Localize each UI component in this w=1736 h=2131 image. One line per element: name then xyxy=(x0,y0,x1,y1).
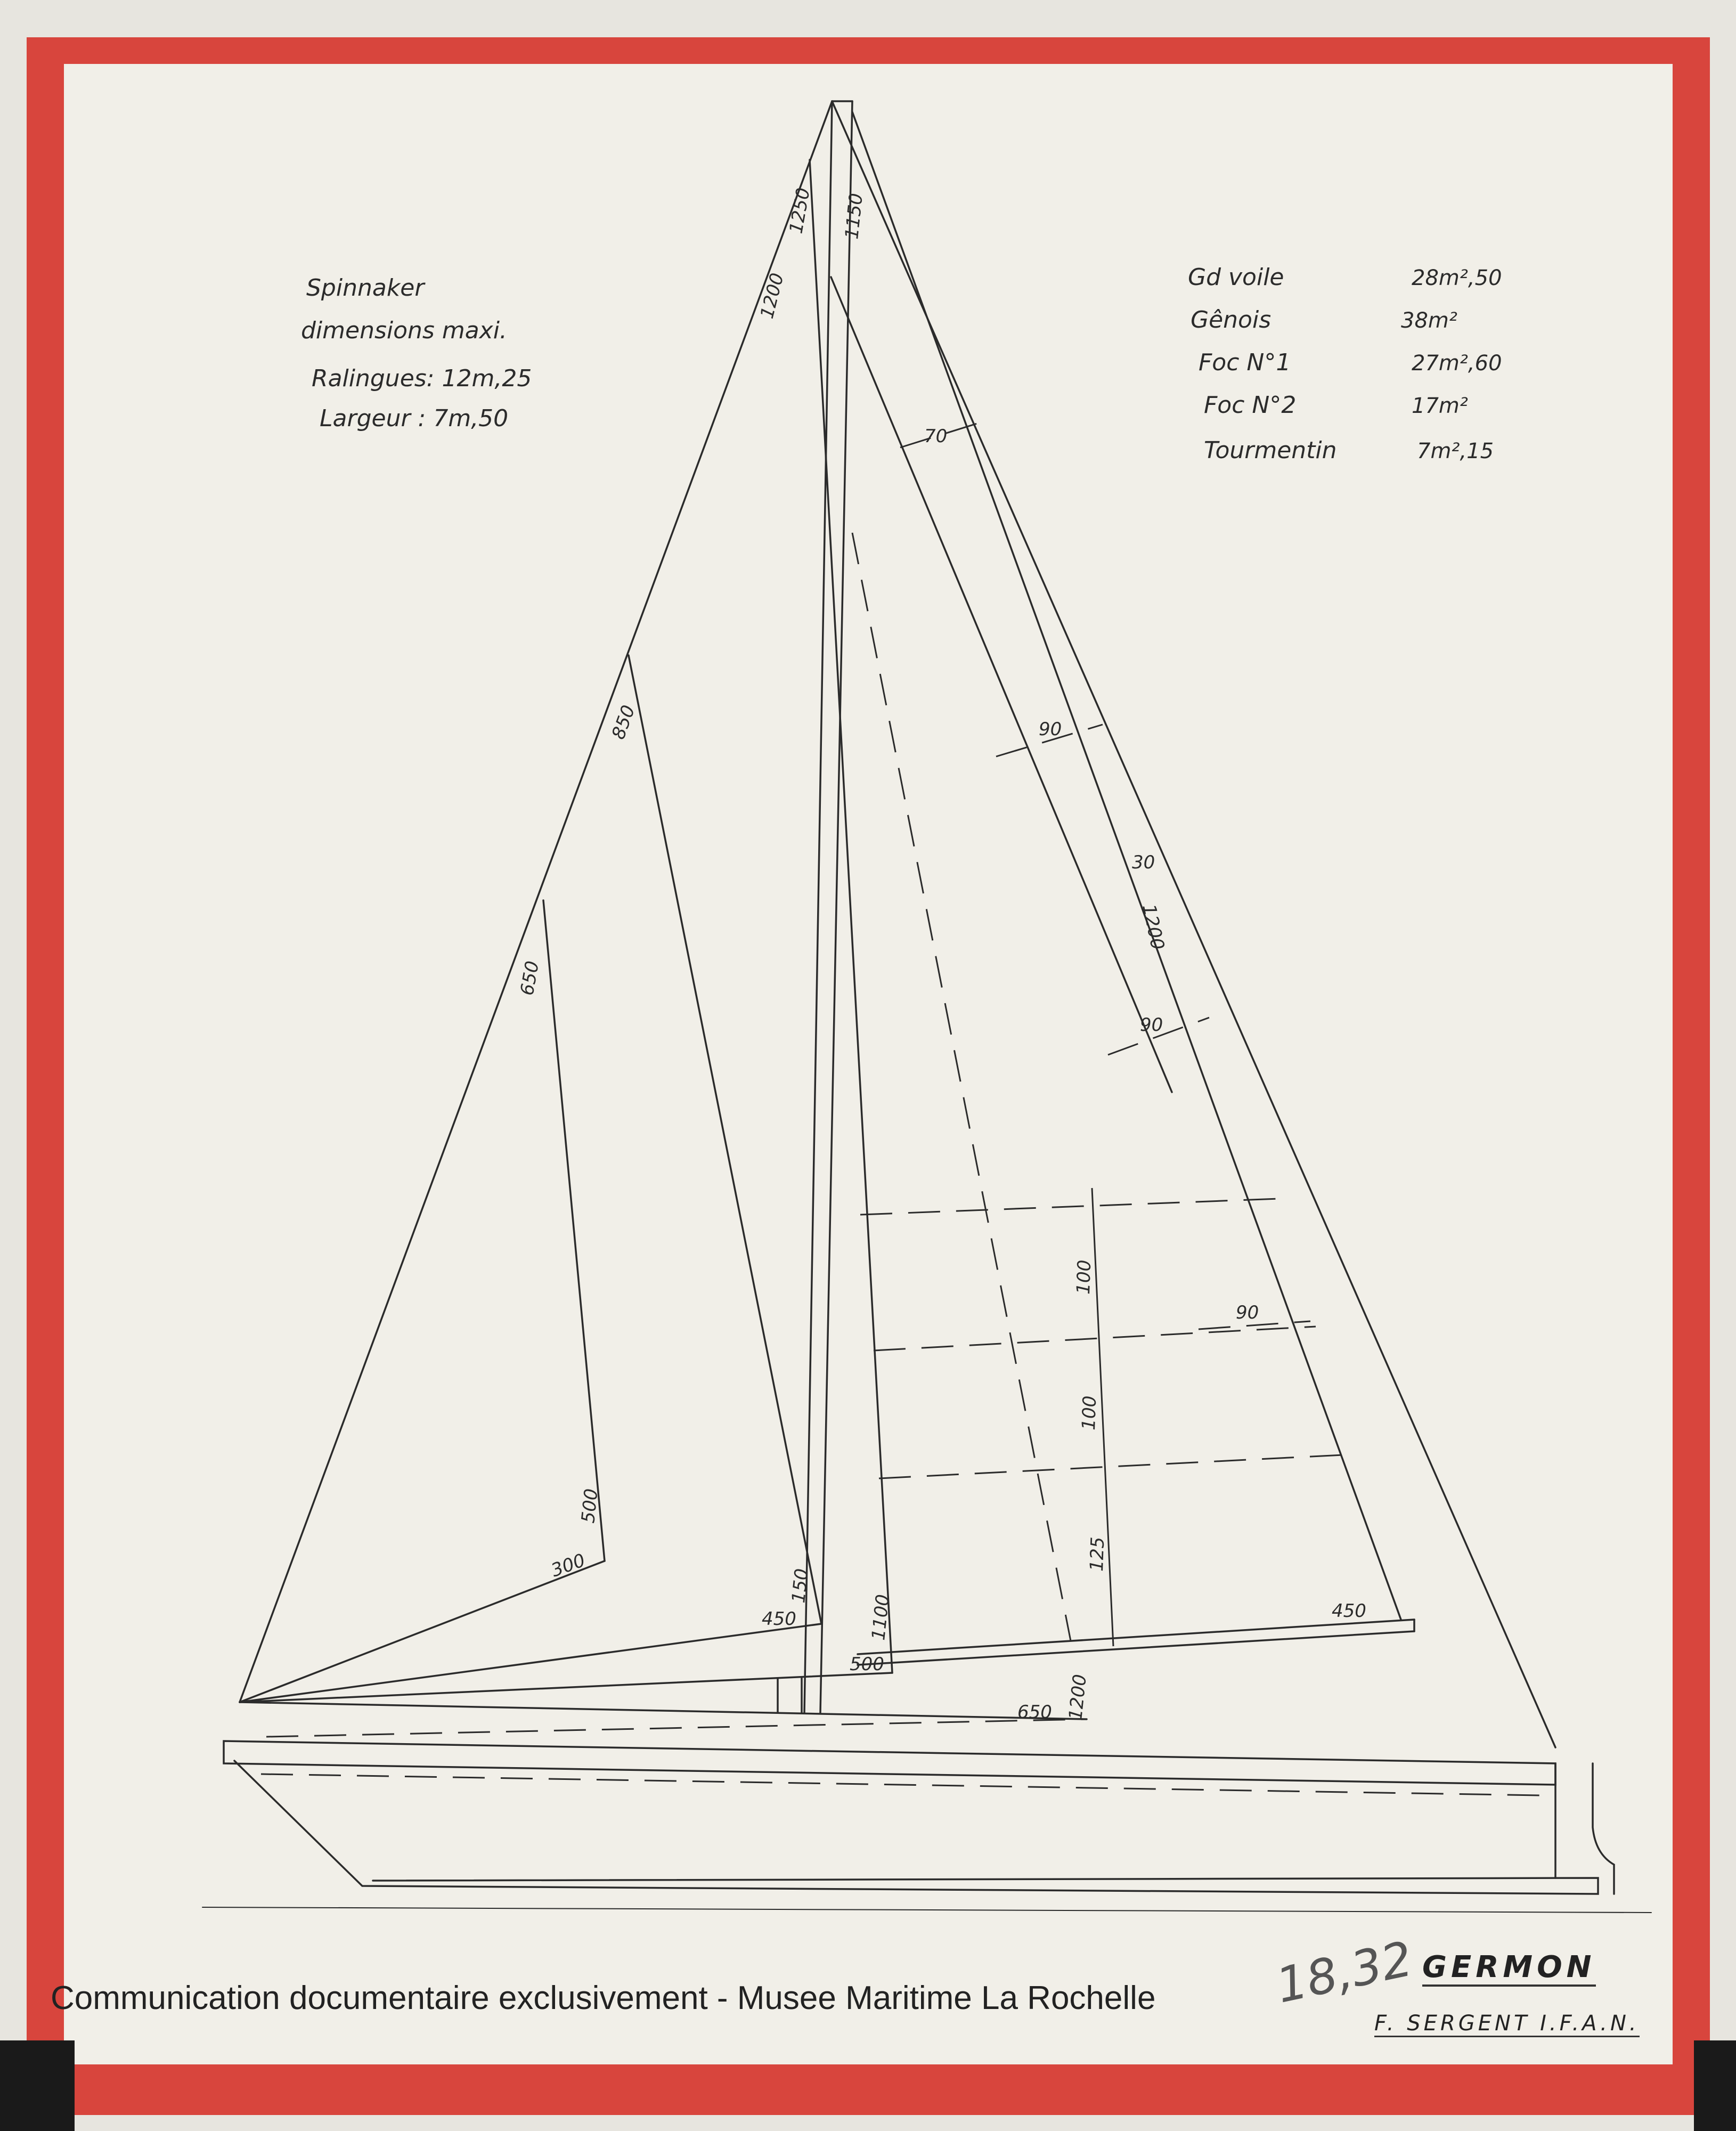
sail-name-3: Foc N°1 xyxy=(1199,349,1291,376)
sail-name-1: Gd voile xyxy=(1188,264,1284,291)
genoa-foot xyxy=(240,1702,1087,1719)
dim-1200-low: 1200 xyxy=(1065,1673,1091,1721)
reef-line-3 xyxy=(879,1454,1353,1478)
dim-650-low: 650 xyxy=(1017,1702,1052,1723)
dim-1200-top: 1200 xyxy=(756,271,788,321)
sail-area-3: 27m²,60 xyxy=(1412,351,1502,376)
jib2-leech xyxy=(543,900,605,1561)
waterline xyxy=(202,1907,1651,1913)
jib2-foot xyxy=(240,1561,605,1702)
dim-500-storm: 500 xyxy=(850,1654,884,1675)
dim-1150: 1150 xyxy=(841,192,867,240)
dim-850: 850 xyxy=(607,702,640,743)
sail-area-1: 28m²,50 xyxy=(1412,266,1502,290)
deck-sheer xyxy=(224,1741,1555,1785)
sail-name-4: Foc N°2 xyxy=(1204,392,1297,419)
dim-650-top: 650 xyxy=(516,959,544,997)
mast-aft xyxy=(820,101,852,1713)
genoa-dash-foot xyxy=(266,1719,1087,1737)
dim-150: 150 xyxy=(788,1567,813,1604)
reef-line-2 xyxy=(874,1327,1316,1351)
dim-1100: 1100 xyxy=(868,1593,894,1641)
boat-name: GERMON xyxy=(1422,1950,1596,1987)
dim-100-upper: 100 xyxy=(1073,1259,1096,1295)
jib1-foot xyxy=(240,1624,821,1702)
dim-500-jib2: 500 xyxy=(577,1487,602,1524)
dim-450-main: 450 xyxy=(1332,1600,1366,1622)
sail-area-4: 17m² xyxy=(1412,394,1468,418)
dim-90-lower: 90 xyxy=(1236,1302,1259,1323)
jib1-leech xyxy=(629,655,821,1624)
storm-jib-foot xyxy=(240,1673,892,1702)
reef-line-1 xyxy=(860,1199,1278,1215)
designer-signature: F. SERGENT I.F.A.N. xyxy=(1374,2011,1640,2037)
dim-70: 70 xyxy=(924,426,948,447)
note-spinnaker: Spinnaker xyxy=(306,274,425,302)
dim-450-jib1: 450 xyxy=(762,1608,796,1630)
note-dimensions: dimensions maxi. xyxy=(301,317,507,344)
sail-area-5: 7m²,15 xyxy=(1417,439,1494,463)
dim-90-mid: 90 xyxy=(1140,1014,1163,1036)
note-largeur: Largeur : 7m,50 xyxy=(320,405,509,432)
mainsail-leech xyxy=(852,112,1401,1620)
main-dash-line xyxy=(852,533,1071,1641)
dim-30: 30 xyxy=(1132,852,1155,873)
watermark-text: Communication documentaire exclusivement - Musee Maritime La Rochelle xyxy=(51,1980,1156,2016)
note-ralingues: Ralingues: 12m,25 xyxy=(312,365,532,392)
dim-1200-mid: 1200 xyxy=(1138,902,1169,952)
dim-1250: 1250 xyxy=(785,186,814,235)
dim-125: 125 xyxy=(1086,1536,1109,1572)
dim-100-lower: 100 xyxy=(1078,1395,1101,1431)
sail-name-2: Gênois xyxy=(1191,306,1272,334)
pencil-note: 18,32 xyxy=(1271,1931,1417,2014)
forestay xyxy=(832,101,1555,1747)
hull-bottom xyxy=(234,1761,1598,1894)
mast-front xyxy=(804,101,832,1713)
sail-name-5: Tourmentin xyxy=(1204,437,1337,464)
sail-area-2: 38m² xyxy=(1401,308,1457,333)
dim-300: 300 xyxy=(548,1549,589,1582)
sail-area-table xyxy=(1188,264,1502,464)
storm-jib-leech xyxy=(810,160,892,1673)
sheer-dash xyxy=(261,1774,1539,1795)
dim-90-upper: 90 xyxy=(1039,719,1062,740)
rudder xyxy=(1593,1763,1614,1894)
